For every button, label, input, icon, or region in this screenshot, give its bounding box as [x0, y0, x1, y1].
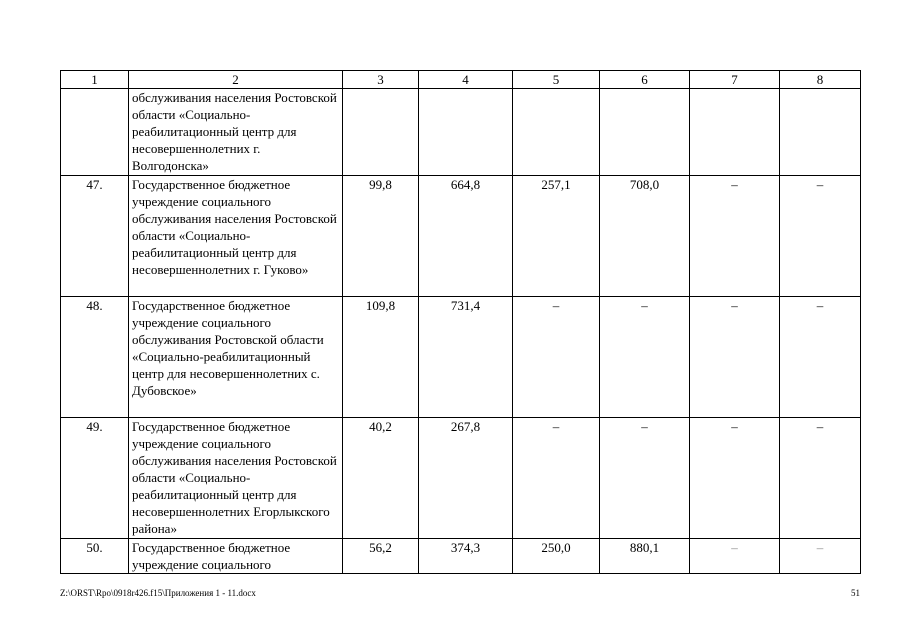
- value-cell: –: [690, 539, 780, 574]
- column-header: 1: [61, 71, 129, 89]
- table-row: [61, 297, 861, 418]
- value-cell: –: [690, 418, 780, 539]
- value-cell: 250,0: [513, 539, 600, 574]
- value-cell: 257,1: [513, 176, 600, 297]
- value-cell: –: [600, 418, 690, 539]
- row-number: 48.: [61, 297, 129, 418]
- institution-name: Государственное бюджетное учреждение социального обслуживания населения Ростовской области «Социально-реабилитационный центр для несовершеннолетних г. Гуково»: [129, 176, 343, 297]
- column-header: 7: [690, 71, 780, 89]
- value-cell: –: [513, 418, 600, 539]
- value-cell: –: [600, 297, 690, 418]
- value-cell: [690, 89, 780, 176]
- value-cell: 40,2: [343, 418, 419, 539]
- institution-name: Государственное бюджетное учреждение социального обслуживания Ростовской области «Социально-реабилитационный центр для несовершеннолетних с. Дубовское»: [129, 297, 343, 418]
- column-header: 6: [600, 71, 690, 89]
- value-cell: 731,4: [419, 297, 513, 418]
- institution-name: обслуживания населения Ростовской области «Социально-реабилитационный центр для несовершеннолетних г. Волгодонска»: [129, 89, 343, 176]
- value-cell: [600, 89, 690, 176]
- value-cell: –: [690, 297, 780, 418]
- value-cell: [513, 89, 600, 176]
- institution-name: Государственное бюджетное учреждение социального: [129, 539, 343, 574]
- value-cell: 664,8: [419, 176, 513, 297]
- column-header: 3: [343, 71, 419, 89]
- row-number: 47.: [61, 176, 129, 297]
- value-cell: 708,0: [600, 176, 690, 297]
- value-cell: 267,8: [419, 418, 513, 539]
- value-cell: [780, 89, 861, 176]
- value-cell: –: [780, 297, 861, 418]
- value-cell: 99,8: [343, 176, 419, 297]
- value-cell: 880,1: [600, 539, 690, 574]
- row-number: 50.: [61, 539, 129, 574]
- value-cell: –: [780, 539, 861, 574]
- value-cell: 109,8: [343, 297, 419, 418]
- value-cell: –: [690, 176, 780, 297]
- value-cell: 56,2: [343, 539, 419, 574]
- column-header: 2: [129, 71, 343, 89]
- value-cell: [419, 89, 513, 176]
- value-cell: –: [513, 297, 600, 418]
- row-number: 49.: [61, 418, 129, 539]
- value-cell: [343, 89, 419, 176]
- table-row: [61, 176, 861, 297]
- table-header-row: [61, 71, 861, 89]
- data-table: [60, 70, 861, 574]
- column-header: 8: [780, 71, 861, 89]
- value-cell: 374,3: [419, 539, 513, 574]
- column-header: 5: [513, 71, 600, 89]
- page-number: 51: [851, 588, 860, 598]
- table-row-continuation: [61, 89, 861, 176]
- institution-name: Государственное бюджетное учреждение социального обслуживания населения Ростовской области «Социально-реабилитационный центр для несовершеннолетних Егорлыкского района»: [129, 418, 343, 539]
- table-row: [61, 539, 861, 574]
- value-cell: –: [780, 418, 861, 539]
- value-cell: –: [780, 176, 861, 297]
- table-row: [61, 418, 861, 539]
- file-path: Z:\ORST\Rpo\0918r426.f15\Приложения 1 - 11.docx: [60, 588, 256, 598]
- row-number: [61, 89, 129, 176]
- column-header: 4: [419, 71, 513, 89]
